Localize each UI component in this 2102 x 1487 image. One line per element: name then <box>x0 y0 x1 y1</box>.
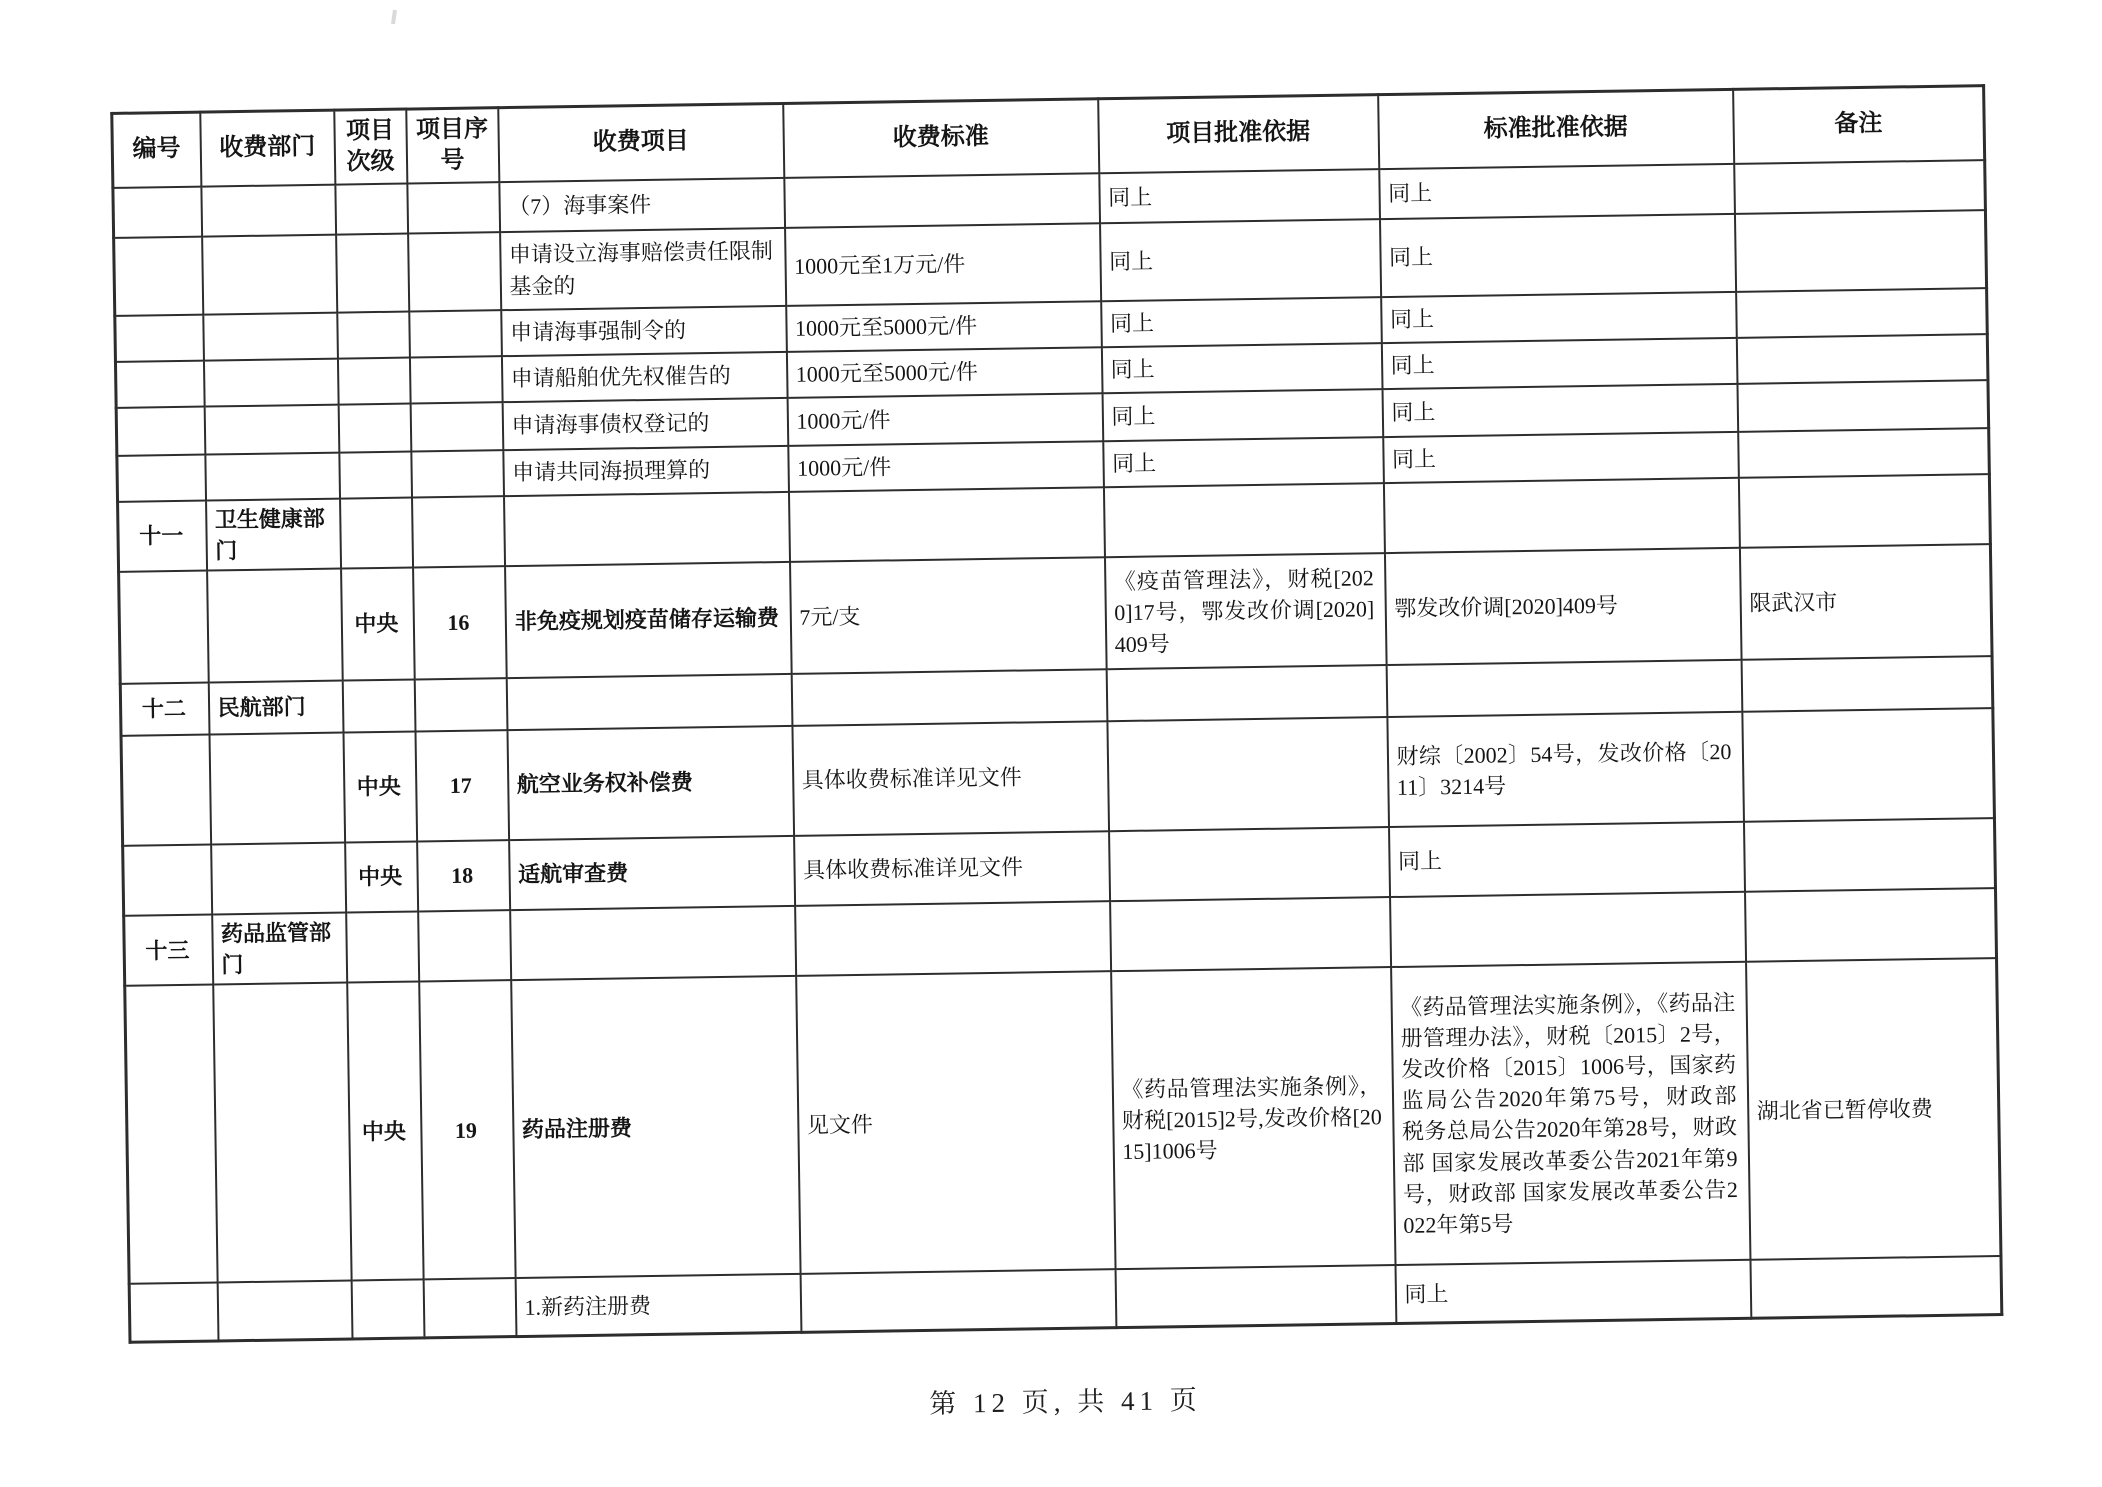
table-cell: 财综〔2002〕54号，发改价格〔2011〕3214号 <box>1387 712 1744 827</box>
table-cell <box>113 186 202 237</box>
table-cell: 见文件 <box>796 972 1115 1275</box>
table-cell <box>410 402 503 451</box>
table-cell: 1000元至5000元/件 <box>786 347 1102 398</box>
table-cell <box>510 906 796 981</box>
table-cell: 申请共同海损理算的 <box>503 445 789 495</box>
table-cell <box>213 983 351 1283</box>
table-cell: 《疫苗管理法》，财税[2020]17号，鄂发改价调[2020]409号 <box>1104 553 1386 669</box>
table-cell: 具体收费标准详见文件 <box>792 721 1109 836</box>
table-cell: 同上 <box>1381 291 1737 342</box>
column-header: 收费项目 <box>498 103 784 181</box>
table-cell: 1000元至5000元/件 <box>786 301 1102 352</box>
table-cell: 同上 <box>1103 437 1384 487</box>
table-cell: 十二 <box>120 683 209 736</box>
table-cell: 航空业务权补偿费 <box>507 726 794 840</box>
table-cell <box>414 678 507 731</box>
table-cell <box>217 1281 352 1341</box>
table-cell <box>1110 897 1391 972</box>
table-cell <box>1738 474 1990 548</box>
table-cell <box>409 310 502 357</box>
table-cell <box>119 571 209 684</box>
table-cell <box>1390 892 1746 968</box>
table-cell <box>1386 660 1742 717</box>
table-cell: 中央 <box>345 841 418 912</box>
fee-schedule-table <box>110 84 2003 1344</box>
table-cell <box>202 234 337 314</box>
table-cell <box>115 314 204 361</box>
table-cell <box>205 452 340 500</box>
table-cell <box>207 569 343 683</box>
table-cell <box>340 497 413 569</box>
table-cell <box>339 451 412 498</box>
table-cell: 鄂发改价调[2020]409号 <box>1384 548 1741 665</box>
table-cell <box>351 1280 424 1339</box>
scan-artifact <box>391 10 397 24</box>
table-cell: 非免疫规划疫苗储存运输费 <box>505 562 792 678</box>
table-cell <box>337 357 410 404</box>
table-cell: 同上 <box>1383 431 1739 482</box>
table-cell <box>204 404 339 454</box>
table-cell: 申请船舶优先权催告的 <box>501 351 787 401</box>
table-cell: 限武汉市 <box>1739 544 1992 660</box>
column-header: 项目批准依据 <box>1098 95 1379 173</box>
table-cell <box>346 911 419 983</box>
table-cell <box>1734 160 1986 214</box>
table-cell <box>211 843 346 915</box>
table-cell: 《药品管理法实施条例》，财税[2015]2号,发改价格[2015]1006号 <box>1111 967 1395 1269</box>
table-cell: 适航审查费 <box>509 836 795 910</box>
table-cell <box>203 358 338 406</box>
column-header: 收费标准 <box>783 99 1099 178</box>
table-cell <box>116 406 205 455</box>
column-header: 项目序号 <box>406 108 499 183</box>
table-cell <box>335 183 408 234</box>
table-cell: 药品监管部门 <box>212 913 347 985</box>
table-cell: 十一 <box>118 500 207 572</box>
table-cell <box>1738 428 1990 478</box>
table-cell <box>114 236 203 315</box>
table-cell: 药品注册费 <box>511 976 800 1278</box>
table-cell <box>1741 656 1993 712</box>
table-cell: 中央 <box>347 982 423 1281</box>
table-cell: 十三 <box>124 914 213 986</box>
table-cell <box>209 733 345 845</box>
table-cell <box>129 1283 218 1342</box>
table-cell <box>407 182 500 233</box>
table-cell: 同上 <box>1099 169 1380 223</box>
table-cell <box>423 1279 516 1338</box>
table-cell <box>121 735 211 846</box>
table-cell: 1.新药注册费 <box>515 1274 801 1336</box>
table-cell <box>117 454 206 501</box>
table-cell <box>1736 334 1988 384</box>
table-cell: （7）海事案件 <box>499 177 785 231</box>
table-cell <box>1103 483 1384 558</box>
table-cell: 具体收费标准详见文件 <box>794 831 1110 906</box>
table-cell <box>504 491 790 566</box>
table-cell: 同上 <box>1101 343 1382 393</box>
table-cell <box>795 901 1111 976</box>
table-cell <box>1109 827 1390 901</box>
table-cell <box>1742 708 1995 822</box>
table-cell: 中央 <box>341 567 415 680</box>
table-cell: 同上 <box>1101 297 1382 347</box>
table-cell: 中央 <box>343 731 417 842</box>
table-cell <box>337 311 410 358</box>
column-header: 收费部门 <box>200 110 335 186</box>
column-header: 项目次级 <box>334 109 407 184</box>
table-cell: 同上 <box>1379 213 1735 296</box>
table-cell <box>123 845 212 916</box>
table-cell: 18 <box>417 840 510 911</box>
table-cell: 1000元/件 <box>788 441 1104 492</box>
table-cell <box>201 184 336 236</box>
table-cell: 民航部门 <box>208 681 343 735</box>
table-cell: 19 <box>419 981 515 1280</box>
table-cell <box>342 679 415 732</box>
table-cell <box>788 487 1104 562</box>
table-cell: 卫生健康部门 <box>206 498 341 570</box>
table-cell: 7元/支 <box>790 557 1107 674</box>
table-cell: 同上 <box>1382 383 1738 436</box>
table-cell <box>1743 818 1995 892</box>
page-number: 第 12 页, 共 41 页 <box>929 1384 1202 1419</box>
table-cell <box>1106 665 1387 721</box>
column-header: 备注 <box>1733 86 1985 164</box>
table-cell <box>791 669 1107 726</box>
table-cell <box>418 910 511 982</box>
table-cell <box>409 356 502 403</box>
table-cell: 同上 <box>1379 163 1735 218</box>
table-cell: 同上 <box>1102 389 1383 441</box>
table-cell <box>203 312 338 360</box>
table-cell <box>800 1270 1116 1333</box>
column-header: 标准批准依据 <box>1378 89 1734 168</box>
table-cell <box>336 233 409 312</box>
table-cell: 1000元/件 <box>787 393 1103 446</box>
table-cell <box>1750 1256 2002 1318</box>
table-cell <box>115 360 204 407</box>
table-cell: 同上 <box>1100 219 1381 301</box>
table-row <box>125 958 2001 1284</box>
table-cell <box>1745 888 1997 962</box>
table-cell: 同上 <box>1381 337 1737 388</box>
table-cell <box>1734 210 1986 292</box>
table-cell <box>1107 717 1389 831</box>
table-cell <box>1736 288 1988 338</box>
table-cell <box>412 496 505 568</box>
table-cell: 17 <box>415 730 509 841</box>
table-cell <box>506 674 792 730</box>
table-cell: 同上 <box>1389 822 1745 897</box>
table-cell: 《药品管理法实施条例》，《药品注册管理办法》，财税〔2015〕2号，发改价格〔2015〕1006号，国家药监局公告2020年第75号，财政部 税务总局公告2020年第28号，财政部 国家发展改革委公告2021年第9号，财政部 国家发展改革委公告2022年第5号 <box>1391 962 1750 1265</box>
table-cell: 湖北省已暂停收费 <box>1746 958 2001 1260</box>
table-cell <box>1737 380 1989 432</box>
table-cell <box>784 173 1100 228</box>
table-cell <box>338 403 411 452</box>
table-body <box>113 160 2002 1343</box>
table-cell: 同上 <box>1395 1260 1751 1323</box>
table-cell <box>1115 1265 1396 1327</box>
table-cell <box>411 450 504 497</box>
table-cell <box>408 232 501 311</box>
column-header: 编号 <box>112 112 201 187</box>
page-content <box>110 84 2001 1433</box>
table-cell: 16 <box>413 566 507 679</box>
table-cell: 申请海事强制令的 <box>501 305 787 355</box>
table-cell: 申请设立海事赔偿责任限制基金的 <box>500 227 786 309</box>
table-cell: 1000元至1万元/件 <box>785 223 1101 306</box>
table-cell <box>125 985 217 1284</box>
table-cell: 申请海事债权登记的 <box>502 397 788 449</box>
table-cell <box>1383 477 1739 553</box>
